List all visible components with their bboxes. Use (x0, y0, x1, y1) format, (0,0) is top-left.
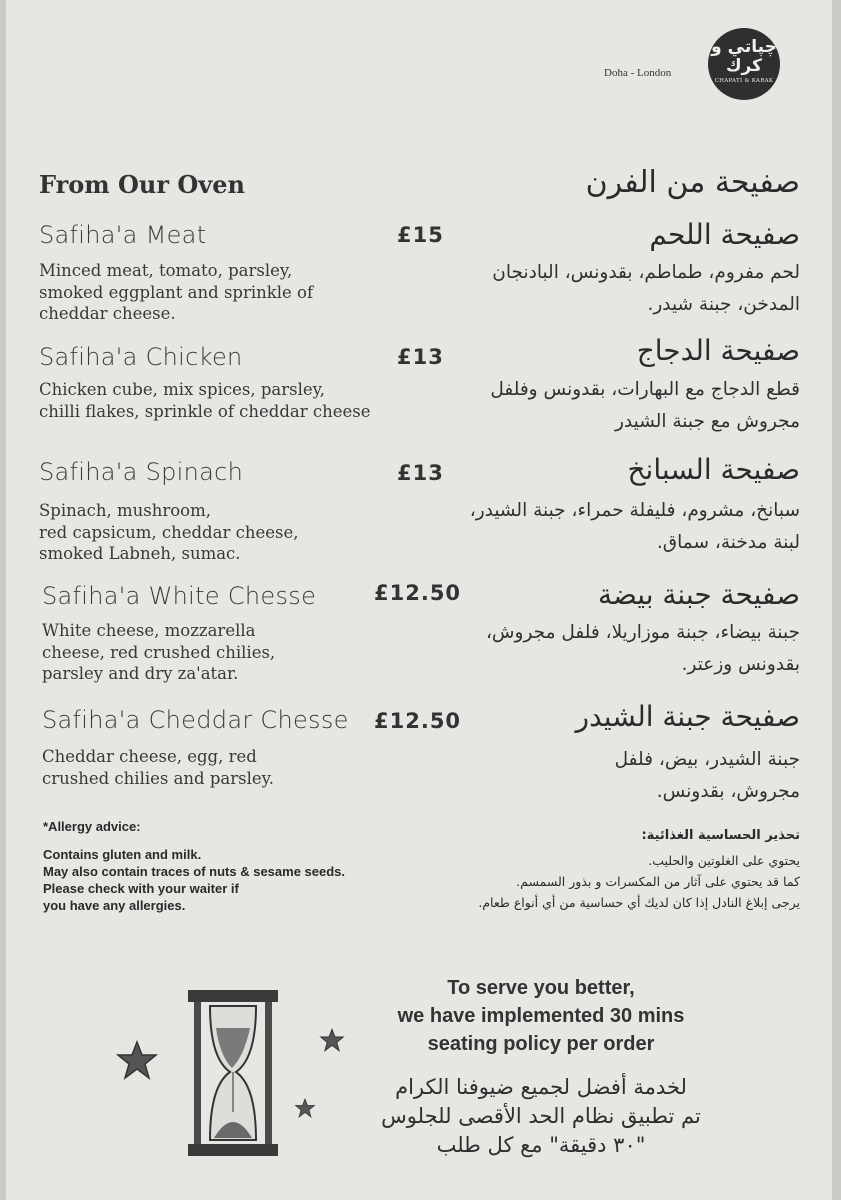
allergy-text-ar (370, 850, 800, 913)
section-title-en: From Our Oven (39, 170, 245, 199)
description-line: smoked Labneh, sumac. (39, 544, 241, 563)
item-description (42, 746, 274, 789)
allergy-line: Contains gluten and milk. (43, 847, 202, 862)
description-line: White cheese, mozzarella (42, 621, 256, 640)
allergy-line: you have any allergies. (43, 898, 186, 913)
item-price: £12.50 (374, 581, 462, 605)
allergy-line: May also contain traces of nuts & sesame seeds. (43, 864, 346, 879)
item-description (39, 379, 371, 422)
policy-line-ar: لخدمة أفضل لجميع ضيوفنا الكرام (395, 1075, 687, 1099)
policy-line-ar: "٣٠ دقيقة" مع كل طلب (436, 1133, 646, 1157)
item-name: Safiha'a Cheddar Chesse (42, 706, 349, 734)
star-icon (294, 1098, 316, 1118)
seating-policy-ar (346, 1073, 736, 1160)
item-price: £13 (397, 461, 444, 485)
item-name-ar: صفيحة السبانخ (627, 453, 800, 486)
policy-line: we have implemented 30 mins (397, 1005, 685, 1027)
item-name-ar: صفيحة اللحم (649, 218, 800, 251)
brand-logo (708, 28, 780, 100)
item-name: Safiha'a Chicken (39, 343, 243, 371)
item-description-ar: سبانخ، مشروم، فليفلة حمراء، جبنة الشيدر، لبنة مدخنة، سماق. (469, 500, 800, 553)
item-price: £12.50 (374, 709, 462, 733)
section-title-ar: صفيحة من الفرن (585, 165, 800, 200)
item-description (39, 260, 313, 325)
description-line: Minced meat, tomato, parsley, (39, 261, 293, 280)
allergy-line: Please check with your waiter if (43, 881, 239, 896)
item-name: Safiha'a Spinach (39, 458, 244, 486)
description-line: red capsicum, cheddar cheese, (39, 522, 299, 542)
hourglass-icon (184, 988, 282, 1158)
item-description-ar: لحم مفروم، طماطم، بقدونس، البادنجان المدخن، جبنة شيدر. (492, 262, 800, 315)
star-icon (116, 1040, 158, 1080)
item-name: Safiha'a White Chesse (42, 582, 317, 610)
allergy-line-ar: يحتوي على الغلوتين والحليب. (648, 853, 800, 868)
allergy-title-en: *Allergy advice: (43, 819, 141, 834)
policy-line: To serve you better, (447, 977, 635, 999)
description-line: chilli flakes, sprinkle of cheddar cheese (39, 401, 371, 421)
seating-policy-en (346, 974, 736, 1058)
item-description-ar: قطع الدجاج مع البهارات، بقدونس وفلفل مجروش مع جبنة الشيدر (490, 379, 800, 432)
item-price: £13 (397, 345, 444, 369)
policy-line: seating policy per order (427, 1033, 655, 1055)
item-name: Safiha'a Meat (39, 221, 207, 249)
item-price: £15 (397, 223, 444, 247)
description-line: Spinach, mushroom, (39, 501, 211, 520)
item-description-ar: جبنة بيضاء، جبنة موزاريلا، فلفل مجروش، بقدونس وزعتر. (485, 622, 800, 675)
item-description-ar: جبنة الشيدر، بيض، فلفل مجروش، بقدونس. (614, 749, 800, 802)
menu-page (6, 0, 832, 1200)
description-line: cheese, red crushed chilies, (42, 642, 276, 662)
locations-text: Doha - London (604, 67, 672, 79)
star-icon (319, 1028, 345, 1052)
description-line: Cheddar cheese, egg, red (42, 747, 257, 766)
description-line: Chicken cube, mix spices, parsley, (39, 380, 326, 399)
description-line: smoked eggplant and sprinkle of (39, 282, 314, 302)
allergy-title-ar: تحذير الحساسية الغذائية: (641, 828, 800, 843)
item-description (42, 620, 275, 685)
description-line: crushed chilies and parsley. (42, 768, 275, 788)
allergy-line-ar: يرجى إبلاغ النادل إذا كان لديك أي حساسية من أي أنواع طعام. (478, 895, 800, 910)
item-name-ar: صفيحة جبنة بيضة (597, 578, 800, 611)
logo-arabic-text: چپاتي و كرك (711, 37, 777, 76)
policy-line-ar: تم تطبيق نظام الحد الأقصى للجلوس (381, 1104, 701, 1128)
allergy-line-ar: كما قد يحتوي على آثار من المكسرات و بذور السمسم. (516, 874, 800, 889)
item-name-ar: صفيحة جبنة الشيدر (575, 700, 800, 733)
item-name-ar: صفيحة الدجاج (636, 334, 800, 367)
logo-english-text: CHAPATI & KARAK (714, 78, 774, 84)
description-line: cheddar cheese. (39, 304, 176, 323)
description-line: parsley and dry za'atar. (42, 664, 239, 683)
item-description (39, 500, 298, 565)
